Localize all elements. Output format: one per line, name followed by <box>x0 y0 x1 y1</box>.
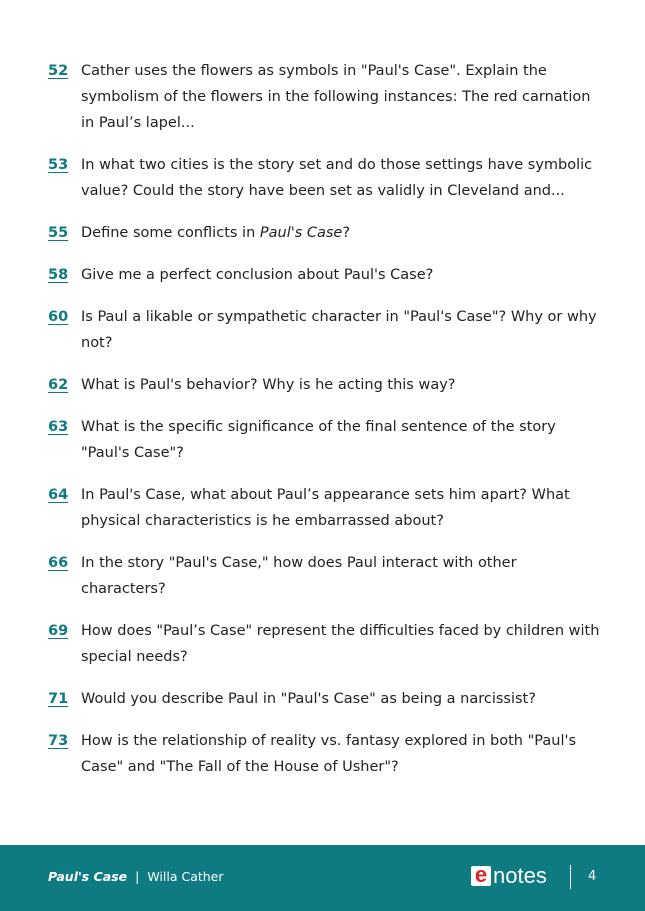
question-number-link[interactable]: 53 <box>48 157 69 173</box>
question-number-link[interactable]: 55 <box>48 225 69 241</box>
question-list <box>48 58 603 796</box>
question-text: In the story "Paul's Case," how does Paul interact with other characters? <box>81 555 517 597</box>
footer-book-info <box>48 869 224 884</box>
footer-divider <box>570 865 571 889</box>
question-text-part: ? <box>342 225 351 241</box>
question-text: Give me a perfect conclusion about Paul's Case? <box>81 267 434 283</box>
question-text: In Paul's Case, what about Paul’s appearance sets him apart? What physical characteristics is he embarrassed about? <box>81 487 570 529</box>
question-item <box>48 414 603 466</box>
page-number: 4 <box>588 869 597 884</box>
question-item <box>48 618 603 670</box>
question-number-link[interactable]: 52 <box>48 63 69 79</box>
question-text: How is the relationship of reality vs. fantasy explored in both "Paul's Case" and "The Fall of the House of Usher"? <box>81 733 577 775</box>
question-number-link[interactable]: 62 <box>48 377 69 393</box>
question-text: In what two cities is the story set and do those settings have symbolic value? Could the story have been set as validly in Cleveland and... <box>81 157 593 199</box>
question-text: Would you describe Paul in "Paul's Case" as being a narcissist? <box>81 691 536 707</box>
enotes-logo-mark-icon: e <box>471 866 491 886</box>
question-number-link[interactable]: 73 <box>48 733 69 749</box>
question-text: Is Paul a likable or sympathetic character in "Paul's Case"? Why or why not? <box>81 309 597 351</box>
book-title-italic: Paul's Case <box>259 225 343 241</box>
question-text-part: Define some conflicts in <box>81 225 260 241</box>
question-text: How does "Paul’s Case" represent the difficulties faced by children with special needs? <box>81 623 600 665</box>
question-item <box>48 304 603 356</box>
enotes-logo-text: notes <box>493 863 547 888</box>
footer-author: Willa Cather <box>147 869 224 884</box>
question-item <box>48 58 603 136</box>
page-footer <box>0 845 645 911</box>
question-item <box>48 482 603 534</box>
enotes-logo <box>471 862 547 888</box>
question-text <box>81 220 603 246</box>
question-text: What is the specific significance of the final sentence of the story "Paul's Case"? <box>81 419 556 461</box>
footer-separator: | <box>135 869 140 884</box>
question-number-link[interactable]: 64 <box>48 487 69 503</box>
question-item <box>48 550 603 602</box>
question-number-link[interactable]: 71 <box>48 691 69 707</box>
question-item <box>48 152 603 204</box>
question-number-link[interactable]: 69 <box>48 623 69 639</box>
question-text: What is Paul's behavior? Why is he acting this way? <box>81 377 456 393</box>
question-number-link[interactable]: 63 <box>48 419 69 435</box>
question-item <box>48 262 603 288</box>
question-item <box>48 686 603 712</box>
question-number-link[interactable]: 58 <box>48 267 69 283</box>
question-item <box>48 220 603 246</box>
question-text: Cather uses the flowers as symbols in "Paul's Case". Explain the symbolism of the flowers in the following instances: The red carnation in Paul’s lapel... <box>81 63 591 131</box>
question-number-link[interactable]: 60 <box>48 309 69 325</box>
question-item <box>48 728 603 780</box>
question-item <box>48 372 603 398</box>
question-number-link[interactable]: 66 <box>48 555 69 571</box>
footer-book-title: Paul's Case <box>48 869 128 884</box>
